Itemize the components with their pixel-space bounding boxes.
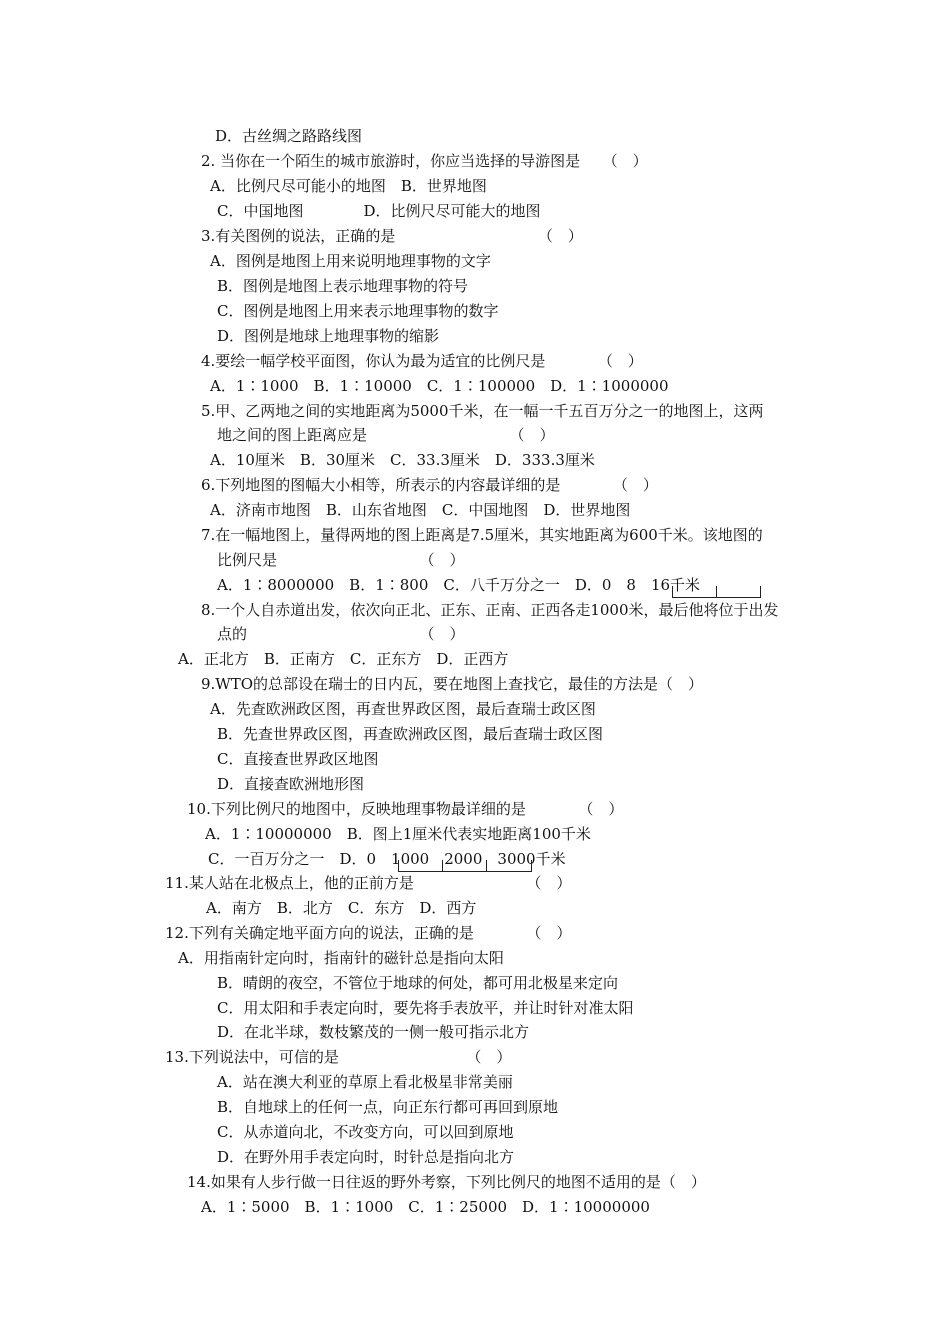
q7-scale-bar: [672, 584, 762, 598]
question-10: 10.下列比例尺的地图中，反映地理事物最详细的是 （ ）: [187, 800, 624, 818]
q13-option-c: C．从赤道向北，不改变方向，可以回到原地: [217, 1123, 514, 1141]
question-8-cont: 点的 （ ）: [217, 625, 465, 643]
q13-option-a: A．站在澳大利亚的草原上看北极星非常美丽: [217, 1073, 513, 1091]
q9-option-b: B．先查世界政区图，再查欧洲政区图，最后查瑞士政区图: [217, 725, 604, 743]
question-7-cont: 比例尺是 （ ）: [217, 551, 465, 569]
question-14: 14.如果有人步行做一日往返的野外考察，下列比例尺的地图不适用的是（ ）: [187, 1173, 706, 1191]
question-13: 13.下列说法中，可信的是 （ ）: [165, 1048, 512, 1066]
q2-options-ab: A．比例尺尽可能小的地图 B．世界地图: [210, 177, 487, 195]
q10-options-ab: A．1∶10000000 B．图上1厘米代表实地距离100千米: [205, 825, 591, 843]
q12-option-c: C．用太阳和手表定向时，要先将手表放平，并让时针对准太阳: [217, 999, 634, 1017]
question-2: 2. 当你在一个陌生的城市旅游时，你应当选择的导游图是 （ ）: [201, 152, 648, 170]
question-7: 7.在一幅地图上，量得两地的图上距离是7.5厘米，其实地距离为600千米。该地图的: [201, 526, 763, 544]
q8-options: A．正北方 B．正南方 C．正东方 D．正西方: [178, 650, 509, 668]
q9-option-d: D．直接查欧洲地形图: [217, 775, 365, 793]
question-11: 11.某人站在北极点上，他的正前方是 （ ）: [165, 874, 572, 892]
option-1-d: D．古丝绸之路路线图: [215, 127, 363, 145]
q3-option-a: A．图例是地图上用来说明地理事物的文字: [210, 252, 491, 270]
q7-options: A．1∶8000000 B．1∶800 C．八千万分之一 D．0 8 16千米: [217, 576, 701, 594]
q13-option-b: B．自地球上的任何一点，向正东行都可再回到原地: [217, 1098, 559, 1116]
q9-option-a: A．先查欧洲政区图，再查世界政区图，最后查瑞士政区图: [210, 700, 596, 718]
q5-options: A．10厘米 B．30厘米 C．33.3厘米 D．333.3厘米: [210, 451, 595, 469]
q9-option-c: C．直接查世界政区地图: [217, 750, 379, 768]
q10-scale-bar: [398, 858, 533, 872]
question-12: 12.下列有关确定地平面方向的说法，正确的是 （ ）: [165, 924, 572, 942]
q4-options: A．1∶1000 B．1∶10000 C．1∶100000 D．1∶1000000: [210, 377, 669, 395]
q13-option-d: D．在野外用手表定向时，时针总是指向北方: [217, 1148, 515, 1166]
question-5: 5.甲、乙两地之间的实地距离为5000千米，在一幅一千五百万分之一的地图上，这两: [201, 402, 764, 420]
q3-option-b: B．图例是地图上表示地理事物的符号: [217, 277, 469, 295]
question-8: 8.一个人自赤道出发，依次向正北、正东、正南、正西各走1000米，最后他将位于出发: [201, 601, 779, 619]
question-9: 9.WTO的总部设在瑞士的日内瓦，要在地图上查找它，最佳的方法是（ ）: [201, 675, 704, 693]
question-6: 6.下列地图的图幅大小相等，所表示的内容最详细的是 （ ）: [201, 476, 658, 494]
q2-options-cd: C．中国地图 D．比例尺尽可能大的地图: [217, 202, 541, 220]
q3-option-d: D．图例是地球上地理事物的缩影: [217, 327, 440, 345]
q11-options: A．南方 B．北方 C．东方 D．西方: [206, 899, 477, 917]
q14-options: A．1∶5000 B．1∶1000 C．1∶25000 D．1∶10000000: [201, 1198, 650, 1216]
q12-option-b: B．晴朗的夜空，不管位于地球的何处，都可用北极星来定向: [217, 974, 619, 992]
question-3: 3.有关图例的说法，正确的是 （ ）: [201, 227, 583, 245]
q12-option-a: A．用指南针定向时，指南针的磁针总是指向太阳: [178, 949, 504, 967]
q6-options: A．济南市地图 B．山东省地图 C．中国地图 D．世界地图: [210, 501, 631, 519]
question-5-cont: 地之间的图上距离应是 （ ）: [217, 426, 555, 444]
q12-option-d: D．在北半球，数枝繁茂的一侧一般可指示北方: [217, 1023, 530, 1041]
question-4: 4.要绘一幅学校平面图，你认为最为适宜的比例尺是 （ ）: [201, 352, 643, 370]
q3-option-c: C．图例是地图上用来表示地理事物的数字: [217, 302, 499, 320]
q10-options-cd: C．一百万分之一 D．0 1000 2000 3000千米: [208, 850, 566, 868]
